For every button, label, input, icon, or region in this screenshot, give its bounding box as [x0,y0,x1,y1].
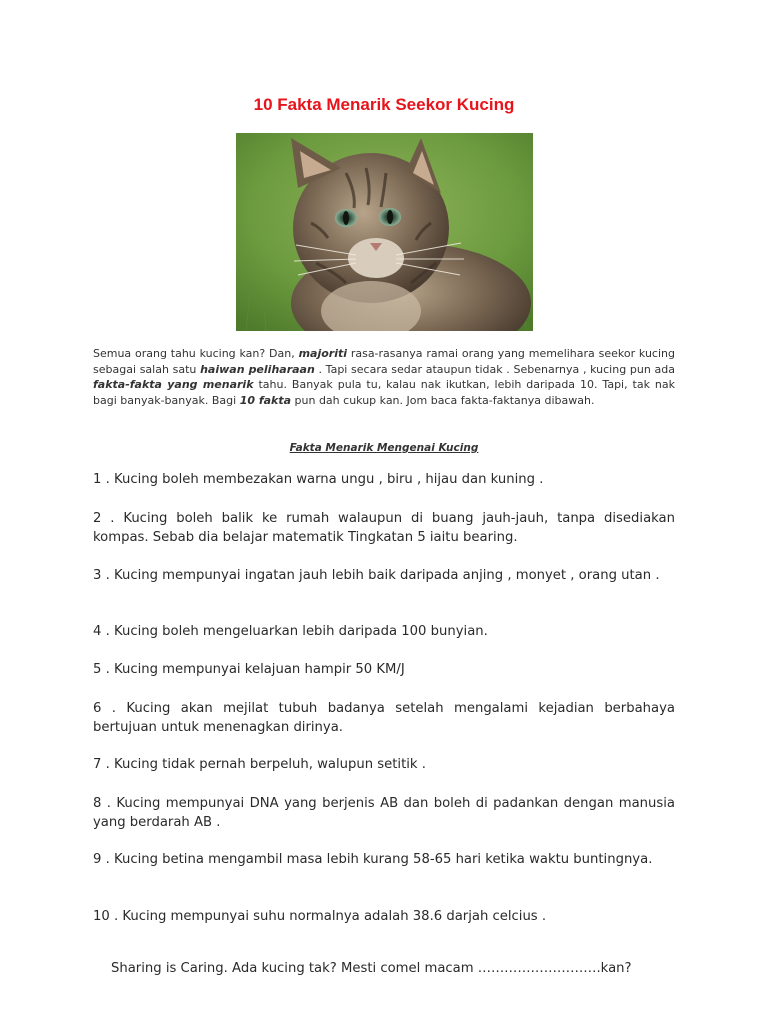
intro-text-5: pun dah cukup kan. Jom baca fakta-faktanya dibawah. [291,393,595,407]
fact-item-10: 10 . Kucing mempunyai suhu normalnya adalah 38.6 darjah celcius . [93,909,547,924]
fact-item-1: 1 . Kucing boleh membezakan warna ungu , biru , hijau dan kuning . [93,472,544,487]
intro-text-4: tahu. Banyak pula tu, kalau nak ikutkan, lebih daripada 10. Tapi, tak nak bagi banyak-banyak. Bagi [93,378,675,407]
cat-photo [236,133,533,331]
section-heading: Fakta Menarik Mengenai Kucing [289,442,479,454]
intro-paragraph [93,346,675,408]
intro-emphasis-fakta: fakta-fakta yang menarik [93,378,254,392]
intro-text-1: Semua orang tahu kucing kan? Dan, [93,347,299,360]
intro-text-2: rasa-rasanya ramai orang yang memelihara seekor kucing sebagai salah satu [93,347,675,376]
fact-item-4: 4 . Kucing boleh mengeluarkan lebih daripada 100 bunyian. [93,624,488,639]
intro-emphasis-10-fakta: 10 fakta [239,393,292,407]
footer-text: Sharing is Caring. Ada kucing tak? Mesti comel macam ……………………….kan? [111,961,632,976]
fact-item-9: 9 . Kucing betina mengambil masa lebih kurang 58-65 hari ketika waktu buntingnya. [93,852,653,867]
intro-text-3: . Tapi secara sedar ataupun tidak . Sebenarnya , kucing pun ada [314,362,675,376]
page-title: 10 Fakta Menarik Seekor Kucing [253,95,515,114]
intro-emphasis-haiwan: haiwan peliharaan [200,362,315,376]
fact-item-2: 2 . Kucing boleh balik ke rumah walaupun di buang jauh-jauh, tanpa disediakan kompas. Sebab dia belajar matematik Tingkatan 5 iaitu bearing. [93,511,675,545]
fact-item-6: 6 . Kucing akan mejilat tubuh badanya setelah mengalami kejadian berbahaya bertujuan untuk menenagkan dirinya. [93,701,675,735]
fact-item-7: 7 . Kucing tidak pernah berpeluh, walupun setitik . [93,757,426,772]
fact-item-5: 5 . Kucing mempunyai kelajuan hampir 50 KM/J [93,662,405,677]
fact-item-8: 8 . Kucing mempunyai DNA yang berjenis AB dan boleh di padankan dengan manusia yang berdarah AB . [93,796,675,830]
fact-item-3: 3 . Kucing mempunyai ingatan jauh lebih baik daripada anjing , monyet , orang utan . [93,568,660,583]
intro-emphasis-majoriti: majoriti [298,347,347,360]
